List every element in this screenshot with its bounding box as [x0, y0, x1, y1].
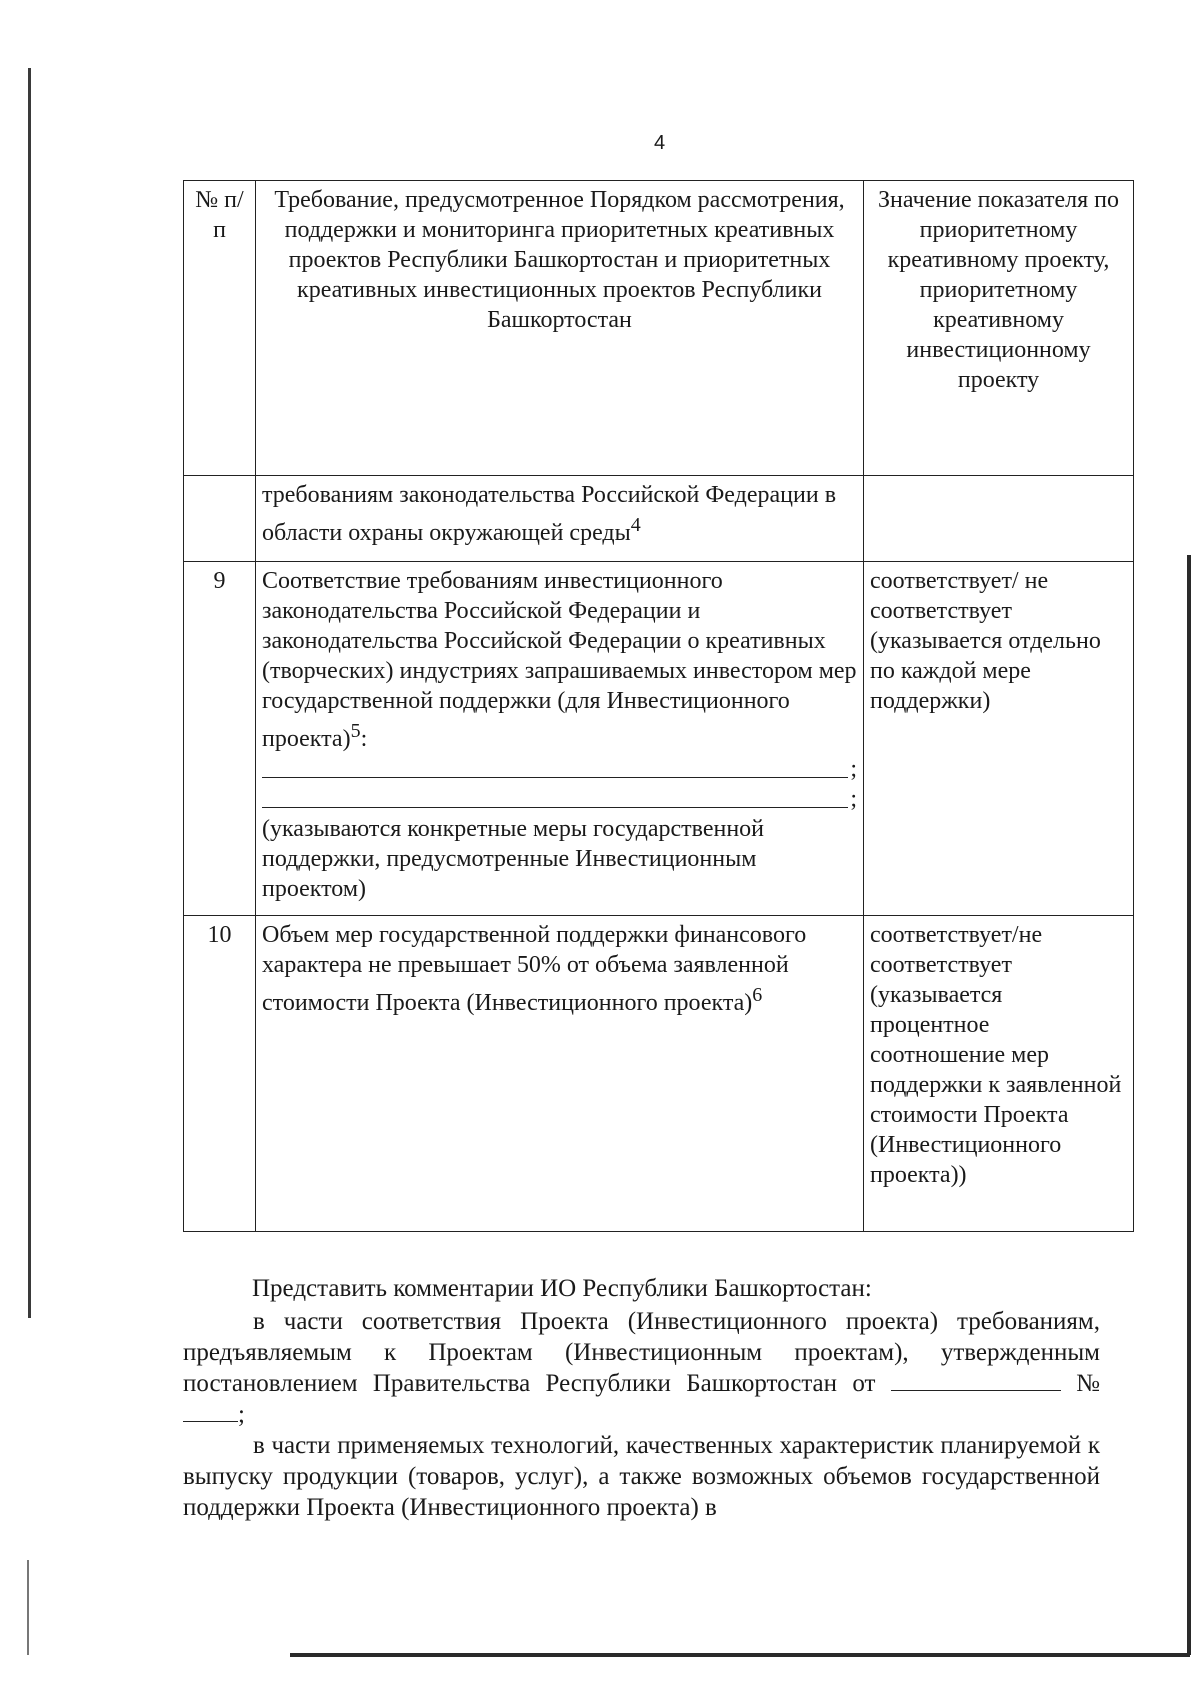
row-cont-number [184, 476, 256, 562]
paragraph-compliance-end: ; [238, 1401, 245, 1428]
fill-in-suffix-2: ; [850, 786, 857, 812]
fill-in-suffix-1: ; [850, 756, 857, 782]
date-blank [891, 1390, 1061, 1391]
table-row [184, 562, 1134, 916]
comments-intro: Представить комментарии ИО Республики Башкортостан: [252, 1275, 872, 1302]
header-requirement: Требование, предусмотренное Порядком рассмотрения, поддержки и мониторинга приоритетных креативных проектов Республики Башкортостан и приоритетных креативных инвестиционных проектов Республики Башкортостан [256, 181, 864, 476]
footnote-6: 6 [752, 984, 763, 1006]
footnote-5: 5 [350, 720, 361, 742]
table-header-row [184, 181, 1134, 476]
row-cont-requirement [256, 476, 864, 562]
row-10-requirement [256, 916, 864, 1232]
header-number: № п/п [184, 181, 256, 476]
scan-edge-left [28, 68, 31, 1318]
page-number: 4 [654, 132, 666, 154]
row-10-requirement-text: Объем мер государственной поддержки финансового характера не превышает 50% от объема заявленной стоимости Проекта (Инвестиционного проекта) [262, 922, 807, 1016]
row-10-number: 10 [184, 916, 256, 1232]
row-cont-requirement-text: требованиям законодательства Российской Федерации в области охраны окружающей среды [262, 482, 837, 546]
footnote-4: 4 [630, 514, 641, 536]
row-10-value: соответствует/не соответствует (указывается процентное соотношение мер поддержки к заявленной стоимости Проекта (Инвестиционного проекта)) [864, 916, 1134, 1232]
row-9-number: 9 [184, 562, 256, 916]
fill-in-line-2 [262, 784, 857, 814]
table-row [184, 476, 1134, 562]
paragraph-compliance [183, 1306, 1100, 1430]
row-9-note: (указываются конкретные меры государственной поддержки, предусмотренные Инвестиционным проектом) [262, 816, 765, 902]
row-9-value: соответствует/ не соответствует (указывается отдельно по каждой мере поддержки) [864, 562, 1134, 916]
underline-blank [262, 807, 848, 808]
paragraph-technologies: в части применяемых технологий, качественных характеристик планируемой к выпуску продукции (товаров, услуг), а также возможных объемов государственной поддержки Проекта (Инвестиционного проекта) в [183, 1432, 1100, 1521]
row-9-requirement-text: Соответствие требованиям инвестиционного законодательства Российской Федерации и законодательства Российской Федерации о креативных (творческих) индустриях запрашиваемых инвестором мер государственной поддержки (для Инвестиционного проекта) [262, 568, 857, 752]
number-blank [183, 1421, 238, 1422]
paragraph-compliance-text: в части соответствия Проекта (Инвестиционного проекта) требованиям, предъявляемым к Проектам (Инвестиционным проектам), утвержденным постановлением Правительства Республики Башкортостан от [183, 1308, 1100, 1397]
scan-edge-bottom [290, 1653, 1190, 1657]
table-row [184, 916, 1134, 1232]
row-9-colon: : [360, 726, 368, 752]
requirements-table [183, 180, 1134, 1232]
underline-blank [262, 777, 848, 778]
scan-edge-left-lower [27, 1560, 29, 1655]
row-cont-value [864, 476, 1134, 562]
header-value: Значение показателя по приоритетному креативному проекту, приоритетному креативному инвестиционному проекту [864, 181, 1134, 476]
row-9-requirement [256, 562, 864, 916]
scan-edge-right [1187, 555, 1191, 1655]
number-sign: № [1076, 1370, 1101, 1397]
fill-in-line-1 [262, 754, 857, 784]
